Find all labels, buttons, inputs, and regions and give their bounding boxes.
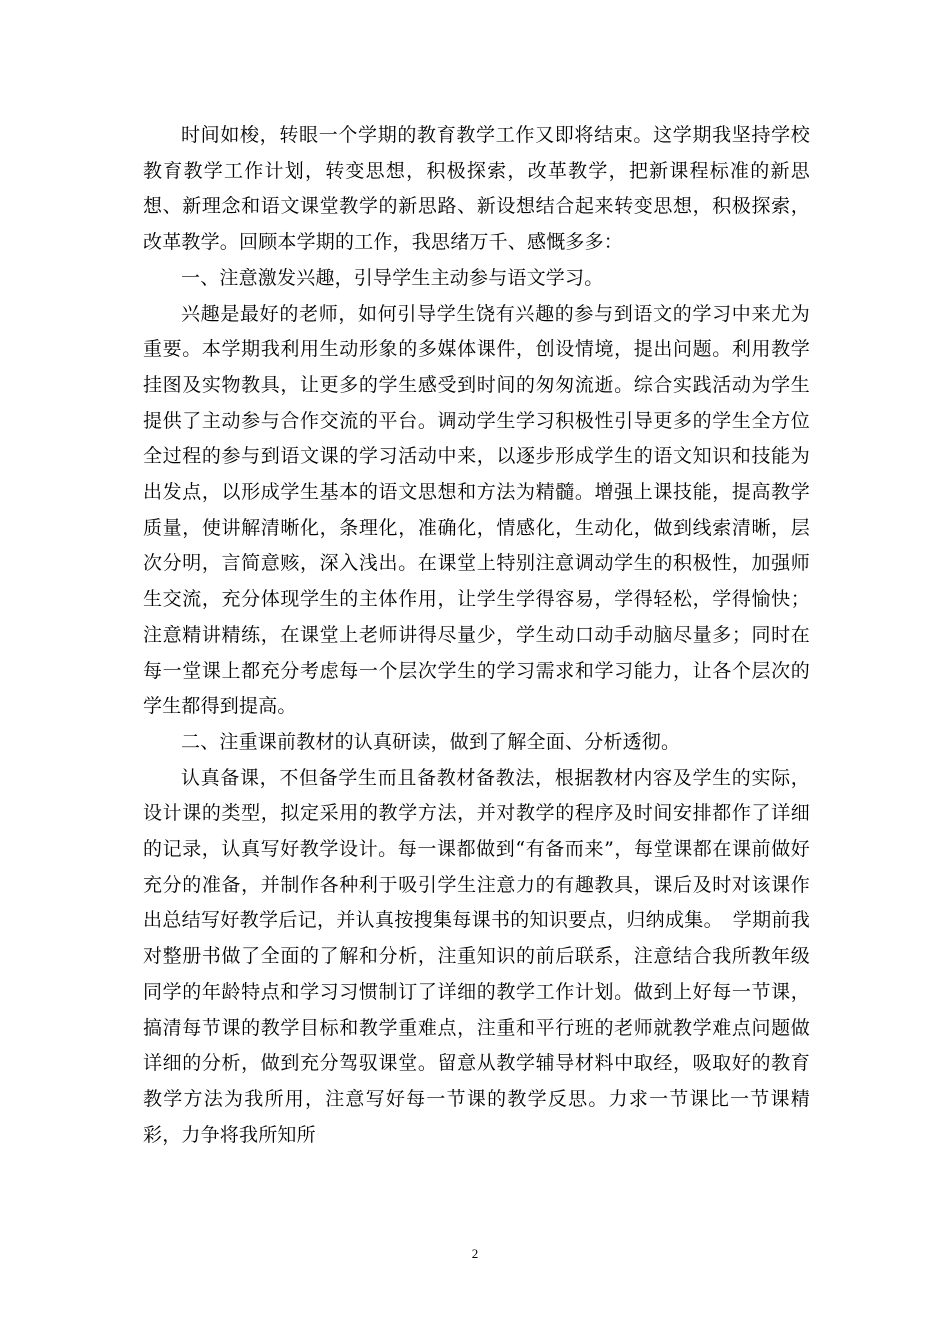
section-heading-1: 一、注意激发兴趣，引导学生主动参与语文学习。	[181, 266, 604, 289]
document-body	[143, 118, 810, 1153]
page-number: 2	[471, 1246, 479, 1261]
intro-paragraph: 时间如梭，转眼一个学期的教育教学工作又即将结束。这学期我坚持学校教育教学工作计划，转变思想，积极探索，改革教学，把新课程标准的新思想、新理念和语文课堂教学的新思路、新设想结合起来转变思想，积极探索，改革教学。回顾本学期的工作，我思绪万千、感慨多多：	[143, 124, 810, 254]
section-heading-2: 二、注重课前教材的认真研读，做到了解全面、分析透彻。	[181, 730, 681, 753]
section-1-paragraph: 兴趣是最好的老师，如何引导学生饶有兴趣的参与到语文的学习中来尤为重要。本学期我利用生动形象的多媒体课件，创设情境，提出问题。利用教学挂图及实物教具，让更多的学生感受到时间的匆匆流逝。综合实践活动为学生提供了主动参与合作交流的平台。调动学生学习积极性引导更多的学生全方位全过程的参与到语文课的学习活动中来，以逐步形成学生的语文知识和技能为出发点，以形成学生基本的语文思想和方法为精髓。增强上课技能，提高教学质量，使讲解清晰化，条理化，准确化，情感化，生动化，做到线索清晰，层次分明，言简意赅，深入浅出。在课堂上特别注意调动学生的积极性，加强师生交流，充分体现学生的主体作用，让学生学得容易，学得轻松，学得愉快；注意精讲精练，在课堂上老师讲得尽量少，学生动口动手动脑尽量多；同时在每一堂课上都充分考虑每一个层次学生的学习需求和学习能力，让各个层次的学生都得到提高。	[143, 302, 810, 718]
section-2-paragraph: 认真备课，不但备学生而且备教材备教法，根据教材内容及学生的实际，设计课的类型，拟定采用的教学方法，并对教学的程序及时间安排都作了详细的记录，认真写好教学设计。每一课都做到“有备而来”，每堂课都在课前做好充分的准备，并制作各种利于吸引学生注意力的有趣教具，课后及时对该课作出总结写好教学后记，并认真按搜集每课书的知识要点，归纳成集。 学期前我对整册书做了全面的了解和分析，注重知识的前后联系，注意结合我所教年级同学的年龄特点和学习习惯制订了详细的教学工作计划。做到上好每一节课，搞清每节课的教学目标和教学重难点，注重和平行班的老师就教学难点问题做详细的分析，做到充分驾驭课堂。留意从教学辅导材料中取经，吸取好的教育教学方法为我所用，注意写好每一节课的教学反思。力求一节课比一节课精彩，力争将我所知所	[143, 766, 810, 1146]
